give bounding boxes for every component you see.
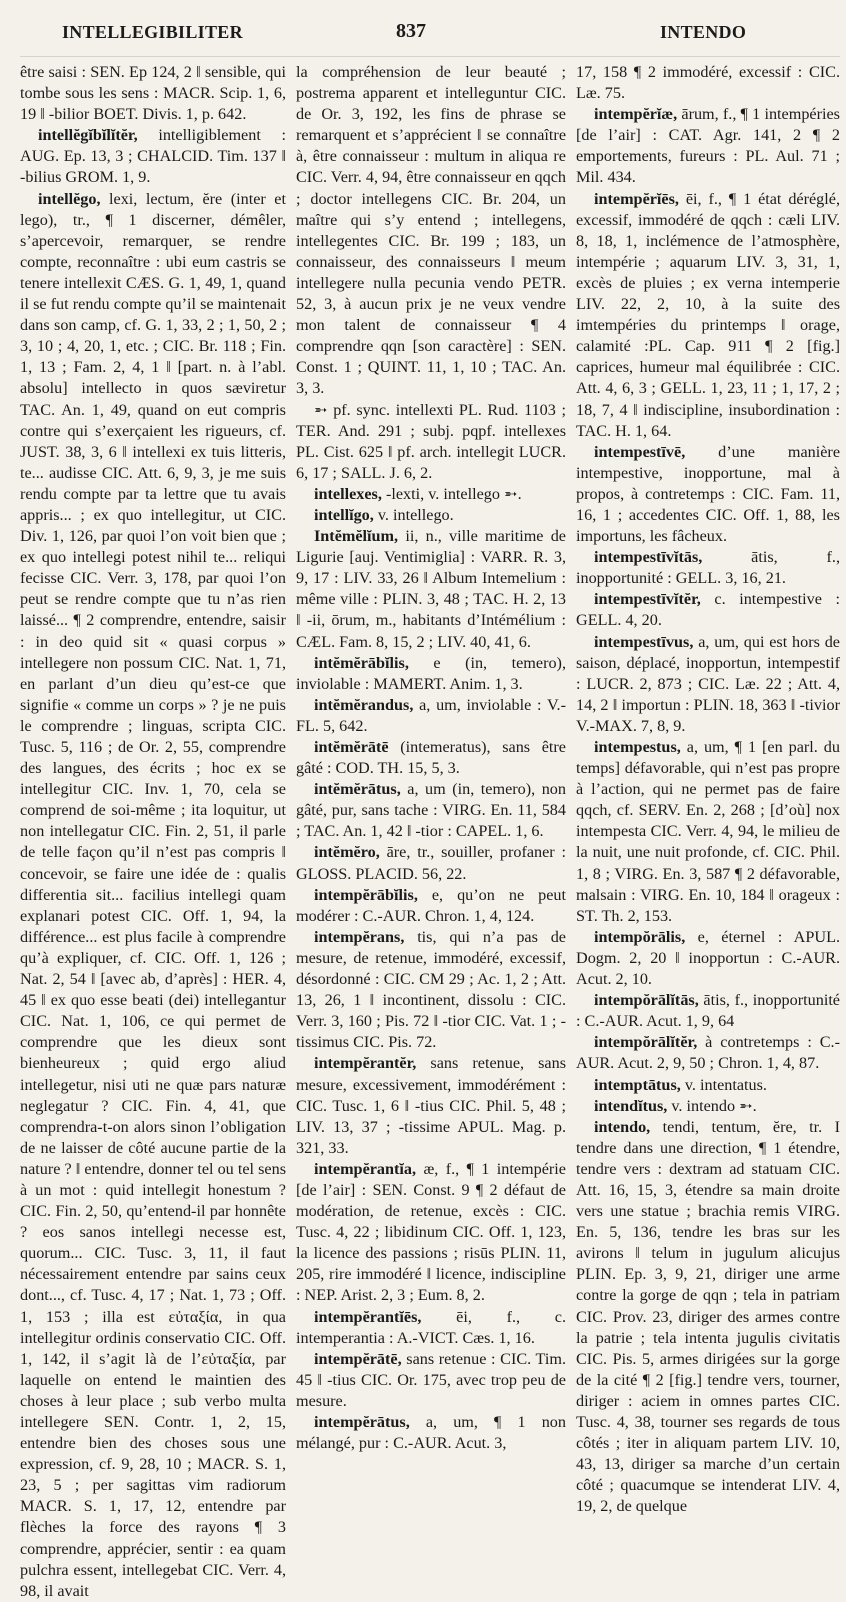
entry-headword: intempĕrantĕr, <box>314 1054 417 1073</box>
middle-column <box>296 62 566 1453</box>
entry-definition: c. intempestive : GELL. 4, 20. <box>576 590 840 630</box>
dictionary-entry <box>20 125 286 188</box>
entry-definition: lexi, lectum, ĕre (inter et lego), tr., ¶ 1 discerner, démêler, s’apercevoir, remarquer, se rendre compte, reconnaître : ubi eum castris se tenere intellexit CÆS. G. 1, 49, 1, quand il se fut rendu compte qu’il se maintenait dans son camp, cf. G. 1, 33, 2 ; 1, 50, 2 ; 3, 10 ; 4, 20, 1, etc. ; CIC. Br. 118 ; Fin. 1, 13 ; Fam. 2, 4, 1 ‖ [part. n. à l’abl. absolu] intellecto in quos sæviretur TAC. An. 1, 49, quand on eut compris contre qui s’exerçaient les rigueurs, cf. JUST. 38, 3, 6 ‖ intellexi ex tuis litteris, te... audisse CIC. Att. 6, 9, 3, je me suis rendu compte par ta lettre que tu avais appris... ; ex quo intellegitur, ut CIC. Div. 1, 126, par quoi l’on voit bien que ; ex quo intellegi potest nihil te... reliqui fecisse CIC. Verr. 3, 178, par quoi l’on peut se rendre compte que tu n’as rien laissé... ¶ 2 comprendre, entendre, saisir : in deo quid sit « quasi corpus » intellegere non possum CIC. Nat. 1, 71, en parlant d’un dieu qu’est-ce que signifie « comme un corps » ? je ne puis le comprendre ; linguas, scripta CIC. Tusc. 5, 116 ; de Or. 2, 55, comprendre des langues, des écrits ; hoc ex se intellegitur CIC. Inv. 1, 70, cela se comprend de soi-même ; ita loquitur, ut non intellegatur CIC. Fin. 2, 51, il parle de telle façon qu’il n’est pas compris ‖ concevoir, se faire une idée de : qualis differentia sit... facilius intellegi quam explanari potest CIC. Off. 1, 94, la différence... est plus facile à comprendre qu’à expliquer, cf. CIC. Off. 1, 126 ; Nat. 2, 54 ‖ [avec ab, d’après] : HER. 4, 45 ‖ ex quo esse beati (dei) intellegantur CIC. Nat. 1, 106, ce qui permet de comprendre que les dieux sont bienheureux ; quid ergo aliud intellegetur, nisi uti ne quæ pars naturæ neglegatur ? CIC. Fin. 4, 41, que comprendra-t-on alors sinon l’obligation de ne laisser de côté aucune partie de la nature ? ‖ entendre, donner tel ou tel sens à un mot : quid intellegit honestum ? CIC. Fin. 2, 50, qu’entend-il par honnête ? eos sanos intellegi necesse est, quorum... CIC. Tusc. 3, 11, il faut nécessairement entendre par sains ceux dont..., cf. Tusc. 4, 17 ; Nat. 1, 73 ; Off. 1, 153 ; illa est εὐταξία, in qua intellegitur ordinis conservatio CIC. Off. 1, 142, il s’agit là de l’εὐταξία, par laquelle on entend le maintien des choses à leur place ; sub verbo multa intellegere SEN. Contr. 1, 2, 15, entendre bien des choses sous une expression, cf. 9, 28, 10 ; MACR. S. 1, 23, 5 ; per sagittas vim radiorum MACR. S. 1, 17, 12, entendre par flèches la force des rayons ¶ 3 comprendre, apprécier, sentir : ea quam pulchra essent, intellegebat CIC. Verr. 4, 98, il avait <box>20 189 286 1600</box>
entry-headword: intempestīvus, <box>594 632 694 651</box>
entry-definition: āre, tr., souiller, profaner : GLOSS. PLACID. 56, 22. <box>296 843 566 883</box>
entry-headword: intempŏrālĭtās, <box>594 991 699 1010</box>
dictionary-entry <box>296 62 566 400</box>
entry-definition: -lexti, v. intellego ➵. <box>381 484 522 503</box>
entry-headword: intempĕrantĭa, <box>314 1159 417 1178</box>
dictionary-entry <box>20 62 286 125</box>
dictionary-entry <box>296 484 566 505</box>
entry-headword: intempestīvĭtĕr, <box>594 590 701 609</box>
entry-definition: v. intellego. <box>373 505 454 524</box>
page-number: 837 <box>396 20 426 42</box>
dictionary-entry <box>296 1159 566 1307</box>
entry-definition: e (in, temero), inviolable : MAMERT. Anim. 1, 3. <box>296 653 566 693</box>
entry-definition: ēi, f., c. intemperantia : A.-VICT. Cæs. 1, 16. <box>296 1307 566 1347</box>
entry-definition: a, um, inviolable : V.-FL. 5, 642. <box>296 695 566 735</box>
left-column <box>20 62 286 1600</box>
entry-headword: intempĕrantĭēs, <box>314 1307 422 1326</box>
entry-headword: intellĕgĭbĭlĭtĕr, <box>38 126 138 145</box>
right-column <box>576 62 840 1516</box>
header-rule <box>20 56 840 57</box>
dictionary-entry <box>296 526 566 653</box>
entry-headword: intĕmĕro, <box>314 843 380 862</box>
entry-definition: a, um, ¶ 1 [en parl. du temps] défavorable, qui n’est pas propre à l’action, qui ne permet pas de faire qqch, cf. SERV. En. 2, 268 ; [d’où] nox intempesta CIC. Verr. 4, 94, le milieu de la nuit, une nuit profonde, cf. CIC. Phil. 1, 8 ; VIRG. En. 3, 587 ¶ 2 défavorable, malsain : VIRG. En. 10, 184 ‖ orageux : ST. Th. 2, 153. <box>576 738 840 925</box>
entry-definition: ēi, f., ¶ 1 état déréglé, excessif, immodéré de qqch : cæli LIV. 8, 18, 1, inclémence de l’atmosphère, intempérie ; aquarum LIV. 3, 31, 1, excès de pluies ; ex verna intemperie LIV. 22, 2, 10, à la suite des imtempéries du printemps ‖ orage, calamité :PL. Cap. 911 ¶ 2 [fig.] caprices, humeur mal équilibrée : CIC. Att. 4, 6, 3 ; GELL. 1, 23, 11 ; 1, 17, 2 ; 18, 7, 4 ‖ indiscipline, insubordination : TAC. H. 1, 64. <box>576 189 840 440</box>
dictionary-entry <box>296 737 566 779</box>
header-first-word: INTELLEGIBILITER <box>62 22 243 42</box>
entry-headword: intendĭtus, <box>594 1096 668 1115</box>
entry-headword: intellĭgo, <box>314 505 374 524</box>
header-last-word: INTENDO <box>660 22 747 42</box>
entry-headword: intĕmĕrātus, <box>314 780 401 799</box>
entry-headword: intempĕrātē, <box>314 1349 402 1368</box>
entry-headword: intĕmĕrābĭlis, <box>314 653 409 672</box>
entry-headword: intempĕrans, <box>314 927 405 946</box>
dictionary-entry <box>296 1412 566 1454</box>
dictionary-entry <box>576 1032 840 1074</box>
dictionary-entry <box>296 842 566 884</box>
dictionary-entry <box>296 505 566 526</box>
dictionary-entry <box>296 1349 566 1412</box>
entry-headword: intellexes, <box>314 484 382 503</box>
dictionary-entry <box>296 653 566 695</box>
dictionary-entry <box>296 400 566 484</box>
dictionary-entry <box>20 189 286 1602</box>
dictionary-entry <box>576 927 840 990</box>
entry-headword: intempestīvē, <box>594 442 686 461</box>
entry-headword: intempĕrābĭlis, <box>314 885 418 904</box>
entry-definition: être saisi : SEN. Ep 124, 2 ‖ sensible, qui tombe sous les sens : MACR. Scip. 1, 6, 19 ‖ -bilior BOET. Divis. 1, p. 642. <box>20 63 286 124</box>
dictionary-entry <box>296 885 566 927</box>
entry-headword: intempĕrĭēs, <box>594 189 679 208</box>
dictionary-entry <box>576 189 840 442</box>
entry-headword: Intĕmĕlĭum, <box>314 527 399 546</box>
entry-headword: intendo, <box>594 1117 651 1136</box>
entry-headword: intempĕrātus, <box>314 1413 410 1431</box>
entry-definition: sans retenue : CIC. Tim. 45 ‖ -tius CIC. Or. 175, avec trop peu de mesure. <box>296 1349 566 1410</box>
dictionary-entry <box>576 589 840 631</box>
entry-headword: intempestus, <box>594 738 681 756</box>
dictionary-entry <box>576 990 840 1032</box>
dictionary-entry <box>296 1053 566 1158</box>
entry-definition: æ, f., ¶ 1 intempérie [de l’air] : SEN. Const. 9 ¶ 2 défaut de modération, de retenue, excès : CIC. Tusc. 4, 22 ; libidinum CIC. Off. 1, 123, la licence des passions ; risūs PLIN. 11, 205, rire immodéré ‖ licence, indiscipline : NEP. Arist. 2, 3 ; Eum. 8, 2. <box>296 1159 566 1305</box>
dictionary-entry <box>296 927 566 1054</box>
entry-definition: ātis, f., inopportunité : GELL. 3, 16, 21. <box>576 548 840 588</box>
entry-headword: intempĕrĭæ, <box>594 105 678 124</box>
dictionary-entry <box>296 1307 566 1349</box>
entry-definition: tis, qui n’a pas de mesure, de retenue, immodéré, excessif, désordonné : CIC. CM 29 ; Ac. 1, 2 ; Att. 13, 26, 1 ‖ incontinent, dissolu : CIC. Verr. 3, 160 ; Pis. 72 ‖ -tior CIC. Vat. 1 ; -tissimus CIC. Pis. 72. <box>296 927 566 1052</box>
entry-definition: 17, 158 ¶ 2 immodéré, excessif : CIC. Læ. 75. <box>576 63 840 103</box>
dictionary-entry <box>576 1117 840 1518</box>
entry-definition: tendi, tentum, ĕre, tr. I tendre dans une direction, ¶ 1 étendre, tendre vers : dextram ad statuam CIC. Att. 16, 15, 3, étendre sa main droite vers une statue ; brachia remis VIRG. En. 5, 136, tendre les bras sur les avirons ‖ telum in jugulum alicujus PLIN. Ep. 3, 9, 21, diriger une arme contre la gorge de qqn ; tela in patriam CIC. Prov. 23, diriger des armes contre la patrie ; tela intenta jugulis civitatis CIC. Pis. 5, armes dirigées sur la gorge de la cité ¶ 2 [fig.] tendre vers, tourner, diriger : aciem in omnes partes CIC. Tusc. 4, 38, tourner ses regards de tous côtés ; iter in aliquam partem LIV. 10, 43, 13, diriger sa marche d’un certain côté ; quacumque se intenderat LIV. 4, 19, 2, de quelque <box>576 1117 840 1516</box>
dictionary-entry <box>296 779 566 842</box>
entry-headword: intellĕgo, <box>38 189 101 208</box>
entry-definition: ārum, f., ¶ 1 intempéries [de l’air] : CAT. Agr. 141, 2 ¶ 2 emportements, fureurs : PL. Aul. 71 ; Mil. 434. <box>576 105 840 187</box>
dictionary-entry <box>296 695 566 737</box>
entry-definition: sans retenue, sans mesure, excessivement, immodérément : CIC. Tusc. 1, 6 ‖ -tius CIC. Phil. 5, 48 ; LIV. 13, 37 ; -tissime APUL. Mag. p. 321, 33. <box>296 1054 566 1157</box>
dictionary-entry <box>576 547 840 589</box>
dictionary-entry <box>576 442 840 547</box>
entry-definition: intelligiblement : AUG. Ep. 13, 3 ; CHALCID. Tim. 137 ‖ -bilius GROM. 1, 9. <box>20 126 286 187</box>
text-columns <box>0 62 846 1600</box>
entry-definition: a, um, ¶ 1 non mélangé, pur : C.-AUR. Acut. 3, <box>296 1413 566 1453</box>
entry-headword: intĕmĕrātē <box>314 738 389 756</box>
entry-definition: e, éternel : APUL. Dogm. 2, 20 ‖ inopportun : C.-AUR. Acut. 2, 10. <box>576 927 840 989</box>
entry-headword: intemptātus, <box>594 1075 681 1094</box>
entry-headword: intempŏrālis, <box>594 927 686 946</box>
entry-definition: (intemeratus), sans être gâté : COD. TH. 15, 5, 3. <box>296 738 566 778</box>
entry-definition: d’une manière intempestive, inopportune, mal à propos, à contretemps : CIC. Fam. 11, 16, 1 ; accedentes CIC. Off. 1, 88, les importuns, les fâcheux. <box>576 442 840 546</box>
entry-definition: ii, n., ville maritime de Ligurie [auj. Ventimiglia] : VARR. R. 3, 9, 17 : LIV. 33, 26 ‖ Album Intemelium : même ville : PLIN. 3, 48 ; TAC. H. 2, 13 ‖ -ii, ōrum, m., habitants d’Intémélium : CÆL. Fam. 8, 15, 2 ; LIV. 40, 41, 6. <box>296 527 566 651</box>
dictionary-entry <box>576 62 840 104</box>
dictionary-entry <box>576 1075 840 1096</box>
entry-headword: intempestīvĭtās, <box>594 548 703 567</box>
entry-headword: intĕmĕrandus, <box>314 695 414 714</box>
entry-definition: a, um, qui est hors de saison, déplacé, inopportun, intempestif : LUCR. 2, 873 ; CIC. Læ. 22 ; Att. 4, 14, 2 ‖ importun : PLIN. 18, 363 ‖ -tivior V.-MAX. 7, 8, 9. <box>576 632 840 735</box>
page-header <box>0 16 846 50</box>
entry-definition: v. intendo ➵. <box>667 1096 757 1115</box>
entry-definition: ātis, f., inopportunité : C.-AUR. Acut. 1, 9, 64 <box>576 991 840 1031</box>
entry-definition: a, um (in, temero), non gâté, pur, sans tache : VIRG. En. 11, 584 ; TAC. An. 1, 42 ‖ -tior : CAPEL. 1, 6. <box>296 780 566 841</box>
entry-definition: e, qu’on ne peut modérer : C.-AUR. Chron. 1, 4, 124. <box>296 885 566 925</box>
entry-definition: à contretemps : C.-AUR. Acut. 2, 9, 50 ; Chron. 1, 4, 87. <box>576 1033 840 1073</box>
entry-headword: intempŏrālĭtĕr, <box>594 1033 698 1052</box>
entry-definition: la compréhension de leur beauté ; postrema apparent et intelleguntur CIC. de Or. 3, 192, les fins de phrase se remarquent et s’apprécient ‖ se connaître à, être connaisseur : multum in aliqua re CIC. Verr. 4, 94, être connaisseur en qqch ; doctor intellegens CIC. Br. 204, un maître qui s’y entend ; intellegens, intellegentes CIC. Br. 199 ; 183, un connaisseur, des connaisseurs ‖ meum intellegere nulla pecunia vendo PETR. 52, 3, à aucun prix je ne veux vendre mon talent de connaisseur ¶ 4 comprendre qqn [son caractère] : SEN. Const. 1 ; QUINT. 11, 1, 10 ; TAC. An. 3, 3. <box>296 63 566 398</box>
dictionary-entry <box>576 737 840 927</box>
dictionary-entry <box>576 632 840 737</box>
entry-definition: v. intentatus. <box>680 1075 767 1094</box>
entry-definition: ➵ pf. sync. intellexti PL. Rud. 1103 ; TER. And. 291 ; subj. pqpf. intellexes PL. Cist. 625 ‖ pf. arch. intellegit LUCR. 6, 17 ; SALL. J. 6, 2. <box>296 400 566 482</box>
dictionary-entry <box>576 1096 840 1117</box>
dictionary-entry <box>576 104 840 188</box>
